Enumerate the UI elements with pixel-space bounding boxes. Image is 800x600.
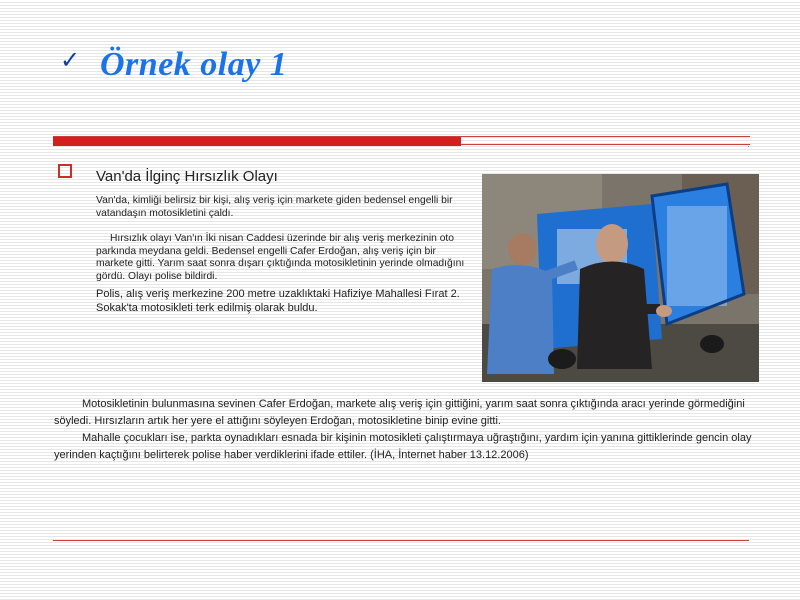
checkmark-icon: ✓ [60,46,81,74]
divider-line-right [461,144,750,145]
article-headline: Van'da İlginç Hırsızlık Olayı [96,168,278,185]
news-photo [482,174,759,382]
slide-title: Örnek olay 1 [100,46,288,83]
article-body-lower [54,396,754,464]
red-accent-bar [53,137,461,146]
bottom-divider [53,540,749,541]
article-paragraph-3: Polis, alış veriş merkezine 200 metre uzaklıktaki Hafiziye Mahallesi Fırat 2. Sokak'ta motosikleti terk edilmiş olarak buldu. [96,288,460,314]
article-paragraph-2: Hırsızlık olayı Van'ın İki nisan Caddesi üzerinde bir alış veriş merkezinin oto parkında meydana geldi. Bedensel engelli Cafer Erdoğan, alış veriş için bir markete gitti. Yarım saat sonra dışarı çıktığında motosikletinin yerinde olmadığını gördü. Olayı polise bildirdi. [96,233,465,282]
article-paragraph-1: Van'da, kimliği belirsiz bir kişi, alış veriş için markete giden bedensel engelli bir vatandaşın motosikletini çaldı. [96,195,453,219]
decorative-dot [748,146,749,147]
article-paragraph-4: Motosikletinin bulunmasına sevinen Cafer Erdoğan, markete alış veriş için gittiğini, yarım saat sonra çıktığında aracı yerinde görmediğini söyledi. Hırsızların artık her yere el attığını söyleyen Erdoğan, motosikletine binip evine gitti. [54,398,745,427]
square-bullet-icon [58,164,72,178]
article-paragraph-5: Mahalle çocukları ise, parkta oynadıkları esnada bir kişinin motosikleti çalıştırmaya uğraştığını, yardım için yanına gittiklerinde gencin olay yerinden kaçtığını belirterek polise haber verdiklerini ifade ettiler. (İHA, İnternet haber 13.12.2006) [54,432,752,461]
